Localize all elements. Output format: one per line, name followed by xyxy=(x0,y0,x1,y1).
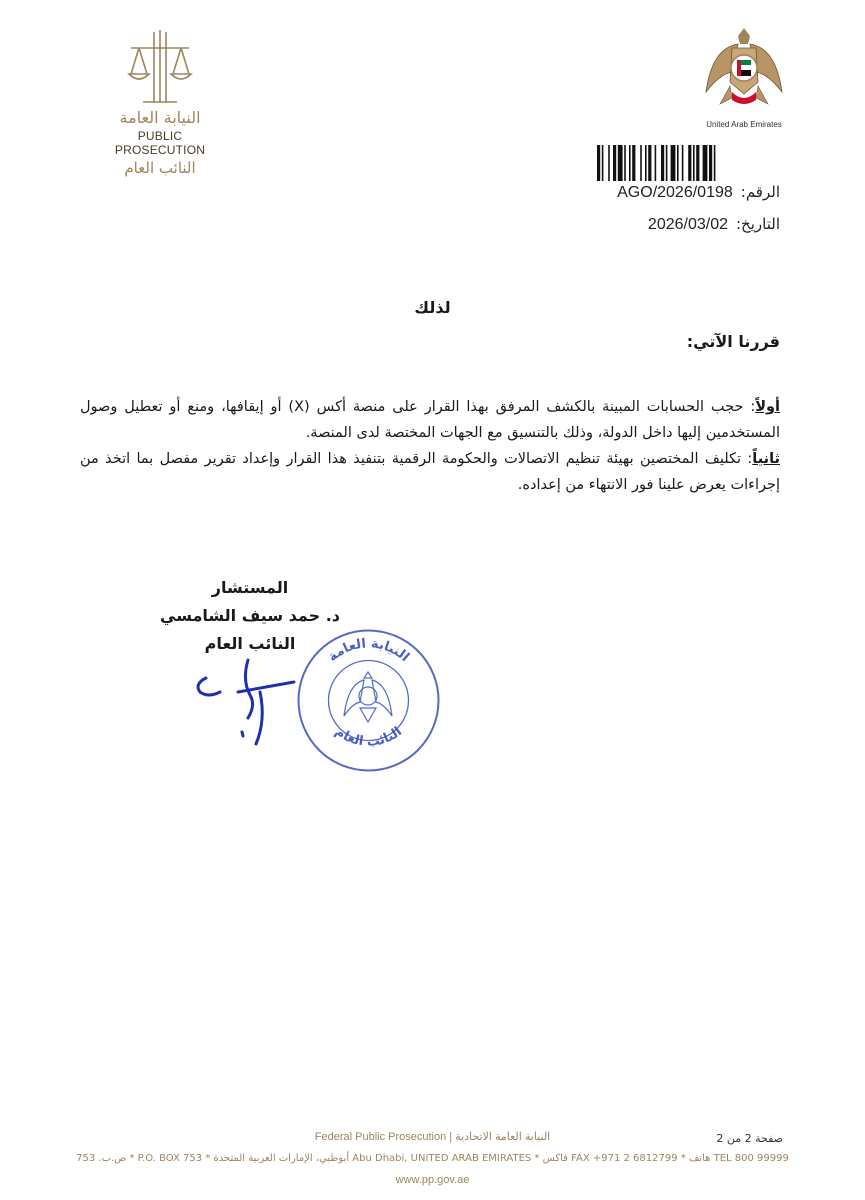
signatory-position: النائب العام xyxy=(204,634,296,653)
barcode-bar xyxy=(624,145,626,181)
uae-emblem xyxy=(700,22,788,129)
barcode-bar xyxy=(640,145,642,181)
barcode-bar xyxy=(629,145,631,181)
barcode-bar xyxy=(661,145,664,181)
first-clause xyxy=(80,394,780,446)
decision-intro: قررنا الآتي: xyxy=(686,332,780,351)
stamp-bottom-text: النائب العام xyxy=(332,724,405,751)
barcode-bar xyxy=(671,145,676,181)
first-clause-text: : حجب الحسابات المبينة بالكشف المرفق بهذا القرار على منصة أكس (X) أو إيقافها، ومنع أو تعطيل وصول المستخدمين إليها داخل الدولة، وذلك بالتنسيق مع الجهات المختصة لدى المنصة. xyxy=(80,399,780,441)
signatory-name: د. حمد سيف الشامسي xyxy=(160,606,340,625)
barcode-bar xyxy=(602,145,604,181)
decision-body xyxy=(80,394,780,498)
svg-text:النائب العام xyxy=(332,724,405,750)
signatory-title: المستشار xyxy=(211,578,289,597)
stamp-falcon-icon xyxy=(344,672,392,722)
logo-english-title: PUBLIC PROSECUTION xyxy=(114,129,206,157)
barcode-bar xyxy=(696,145,699,181)
second-clause-label: ثانياً xyxy=(752,451,780,467)
barcode-bar xyxy=(709,145,712,181)
reference-number-label: الرقم: xyxy=(740,183,780,201)
barcode-bar xyxy=(613,145,616,181)
barcode-bar xyxy=(677,145,679,181)
footer-organization: Federal Public Prosecution | النيابة العامة الاتحادية xyxy=(314,1131,551,1143)
reference-number xyxy=(617,183,780,202)
reference-number-value: AGO/2026/0198 xyxy=(617,184,733,201)
reference-date-label: التاريخ: xyxy=(736,215,780,233)
barcode-bar xyxy=(608,145,610,181)
barcode-bar xyxy=(688,145,691,181)
barcode-bar xyxy=(632,145,635,181)
reference-date-value: 2026/03/02 xyxy=(647,216,728,233)
reference-date xyxy=(648,215,780,234)
barcode-bar xyxy=(618,145,623,181)
public-prosecution-logo xyxy=(100,28,220,177)
page-number: صفحة 2 من 2 xyxy=(716,1132,783,1145)
stamp-top-text: النيابة العامة xyxy=(325,636,412,665)
footer-contact: ص.ب. 753 * P.O. BOX 753 * أبوظبي، الإمارات العربية المتحدة Abu Dhabi, UNITED ARAB EMIRATES * فاكس FAX +971 2 6812799 * هاتف TEL 800 99999 xyxy=(76,1153,789,1164)
barcode-bar xyxy=(666,145,668,181)
barcode-bar xyxy=(648,145,651,181)
falcon-emblem-icon xyxy=(702,22,786,114)
handwritten-signature xyxy=(190,640,320,755)
section-heading: لذلك xyxy=(414,298,451,317)
barcode-bar xyxy=(703,145,708,181)
logo-arabic-subtitle: النائب العام xyxy=(124,159,196,177)
barcode-bar xyxy=(655,145,657,181)
barcode-bar xyxy=(693,145,695,181)
barcode-bar xyxy=(682,145,684,181)
barcode-bar xyxy=(714,145,716,181)
footer-website[interactable]: www.pp.gov.ae xyxy=(395,1174,470,1186)
second-clause xyxy=(80,446,780,498)
first-clause-label: أولاً xyxy=(755,399,781,415)
logo-arabic-title: النيابة العامة xyxy=(119,108,201,127)
barcode-bar xyxy=(597,145,600,181)
scales-of-justice-icon xyxy=(125,28,195,106)
barcode xyxy=(596,145,782,181)
second-clause-text: : تكليف المختصين بهيئة تنظيم الاتصالات والحكومة الرقمية بتنفيذ هذا القرار وإعداد تقرير مفصل بما اتخذ من إجراءات يعرض علينا فور الانتهاء من إعداده. xyxy=(80,451,780,493)
emblem-caption: United Arab Emirates xyxy=(706,120,782,129)
barcode-bar xyxy=(645,145,647,181)
